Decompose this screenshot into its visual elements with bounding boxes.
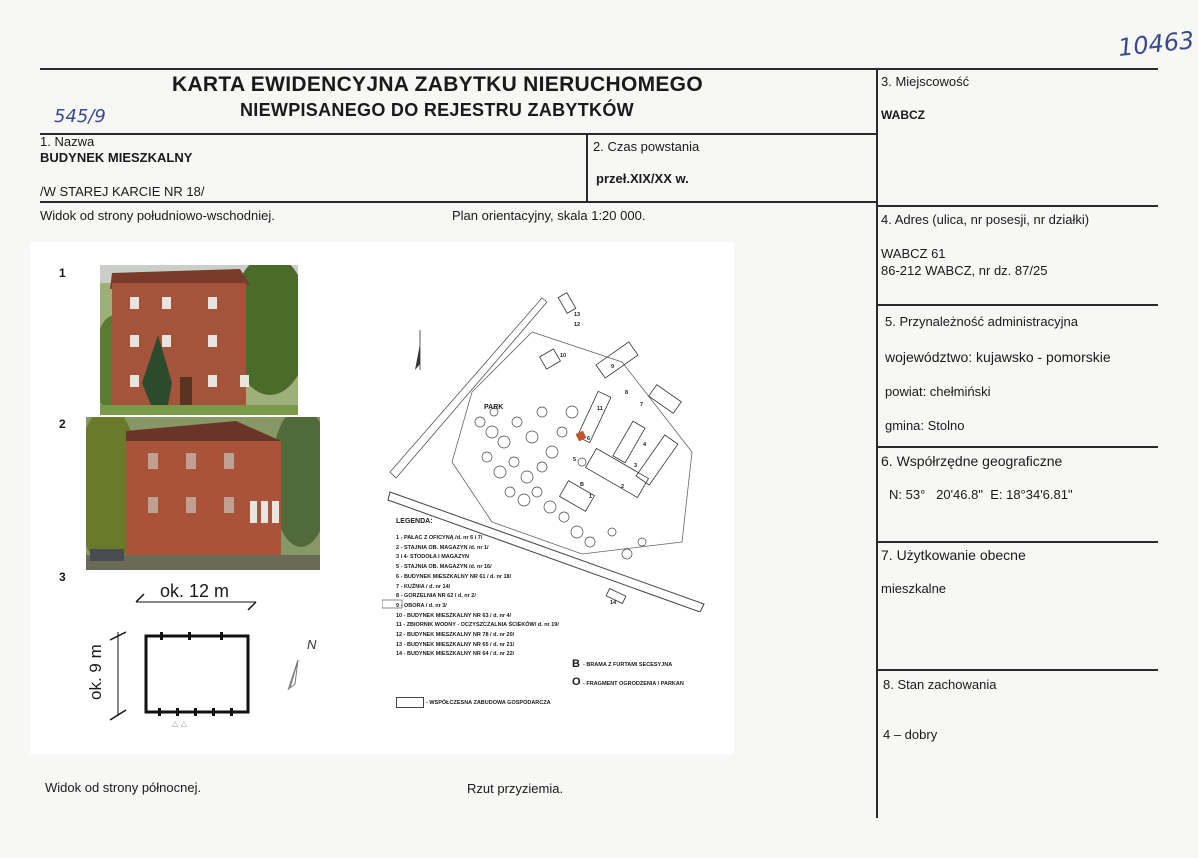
name-time-divider xyxy=(586,133,588,202)
photo-south-east-view xyxy=(100,265,298,415)
map-label-10: 10 xyxy=(560,353,567,359)
geo-value: N: 53° 20'46.8" E: 18°34'6.81" xyxy=(889,487,1073,502)
legend-modern-swatch xyxy=(396,697,424,708)
legend-item: 7 - KUŹNIA / d. nr 14/ xyxy=(396,583,451,590)
legend-item: 3 i 4- STODOŁA I MAGAZYN xyxy=(396,554,470,561)
time-label: 2. Czas powstania xyxy=(593,139,700,154)
map-label-4: 4 xyxy=(643,442,647,448)
legend-item: 6 - BUDYNEK MIESZKALNY NR 61 / d. nr 18/ xyxy=(396,573,512,580)
place-label: 3. Miejscowość xyxy=(881,74,970,89)
geo-label: 6. Współrzędne geograficzne xyxy=(881,453,1063,469)
caption-ground-floor: Rzut przyziemia. xyxy=(467,781,564,796)
map-label-13: 13 xyxy=(574,312,581,318)
row3-bottom-line xyxy=(876,205,1158,207)
photo-number-1: 1 xyxy=(59,266,66,280)
legend-o-key: O xyxy=(572,676,581,688)
row5-bottom-line xyxy=(876,446,1158,448)
row6-bottom-line xyxy=(876,541,1158,543)
legend-item: 1 - PAŁAC Z OFICYNĄ /d. nr 6 i 7/ xyxy=(396,535,483,541)
legend-item: 12 - BUDYNEK MIESZKALNY NR 78 / d. nr 20/ xyxy=(396,632,515,639)
use-label: 7. Użytkowanie obecne xyxy=(881,547,1026,563)
row7-bottom-line xyxy=(876,669,1158,671)
address-label: 4. Adres (ulica, nr posesji, nr działki) xyxy=(881,212,1090,227)
legend-item: 5 - STAJNIA OB. MAGAZYN /d. nr 16/ xyxy=(396,564,492,571)
legend-b-key: B xyxy=(572,658,580,670)
row4-bottom-line xyxy=(876,304,1158,306)
time-value: przeł.XIX/XX w. xyxy=(596,171,689,186)
fields-bottom-line xyxy=(40,201,876,203)
legend-title: LEGENDA: xyxy=(396,518,433,525)
map-label-7: 7 xyxy=(640,402,644,408)
caption-view-se: Widok od strony południowo-wschodniej. xyxy=(40,208,275,223)
archive-number: 10463 xyxy=(1116,26,1196,62)
svg-text:△ △: △ △ xyxy=(172,719,187,728)
map-label-3: 3 xyxy=(634,463,638,469)
map-label-12: 12 xyxy=(574,322,581,328)
name-note: /W STAREJ KARCIE NR 18/ xyxy=(40,184,205,199)
card-subtitle: NIEWPISANEGO DO REJESTRU ZABYTKÓW xyxy=(240,100,634,120)
map-label-b: B xyxy=(580,482,584,488)
map-label-8: 8 xyxy=(625,390,629,396)
ground-floor-plan xyxy=(80,580,340,740)
address-line2: 86-212 WABCZ, nr dz. 87/25 xyxy=(881,263,1048,278)
map-label-11: 11 xyxy=(597,406,603,412)
place-value: WABCZ xyxy=(881,108,925,122)
top-border xyxy=(40,68,1158,70)
legend-item: 2 - STAJNIA OB. MAGAZYN /d. nr 1/ xyxy=(396,544,489,551)
map-label-9: 9 xyxy=(611,364,615,370)
map-label-14: 14 xyxy=(610,600,617,606)
admin-commune: gmina: Stolno xyxy=(885,418,965,433)
floorplan-height-label: ok. 9 m xyxy=(86,644,105,700)
card-title: KARTA EWIDENCYJNA ZABYTKU NIERUCHOMEGO xyxy=(172,73,703,96)
admin-label: 5. Przynależność administracyjna xyxy=(885,314,1078,329)
caption-plan: Plan orientacyjny, skala 1:20 000. xyxy=(452,208,646,223)
name-label: 1. Nazwa xyxy=(40,134,95,149)
map-park-label: PARK xyxy=(484,404,504,411)
photo-number-3: 3 xyxy=(59,570,66,584)
map-label-1: 1 xyxy=(589,494,593,500)
photo-number-2: 2 xyxy=(59,417,66,431)
use-value: mieszkalne xyxy=(881,581,947,596)
address-line1: WABCZ 61 xyxy=(881,246,946,261)
caption-view-n: Widok od strony północnej. xyxy=(45,780,202,795)
name-value: BUDYNEK MIESZKALNY xyxy=(40,150,193,165)
title-bottom-line xyxy=(40,133,876,135)
card-number: 545/9 xyxy=(54,106,106,127)
legend-modern: - WSPÓŁCZESNA ZABUDOWA GOSPODARCZA xyxy=(426,700,551,706)
state-label: 8. Stan zachowania xyxy=(883,677,997,692)
map-label-5: 5 xyxy=(573,457,577,463)
legend-item: 11 - ZBIORNIK WODNY - OCZYSZCZALNIA ŚCIEKÓW/ d. nr 19/ xyxy=(396,622,559,629)
legend-o: - FRAGMENT OGRODZENIA / PARKAN xyxy=(583,681,684,687)
right-column-divider xyxy=(876,68,878,818)
legend-list xyxy=(396,534,559,660)
floorplan-width-label: ok. 12 m xyxy=(160,581,230,601)
north-arrow-label: N xyxy=(307,637,317,652)
admin-county: powiat: chełmiński xyxy=(885,384,991,399)
legend-item: 13 - BUDYNEK MIESZKALNY NR 65 / d. nr 21/ xyxy=(396,641,515,648)
legend-item: 9 - OBORA / d. nr 3/ xyxy=(396,602,447,609)
photo-north-view xyxy=(86,417,320,570)
legend-b: - BRAMA Z FURTAMI SECESYJNA xyxy=(583,662,673,668)
legend-item: 14 - BUDYNEK MIESZKALNY NR 64 / d. nr 22/ xyxy=(396,651,515,658)
map-label-2: 2 xyxy=(621,484,625,490)
legend-item: 10 - BUDYNEK MIESZKALNY NR 63 / d. nr 4/ xyxy=(396,612,512,619)
state-value: 4 – dobry xyxy=(883,727,938,742)
map-label-6: 6 xyxy=(587,436,591,442)
legend-item: 8 - GORZELNIA NR 62 / d. nr 2/ xyxy=(396,593,476,600)
admin-voivodeship: województwo: kujawsko - pomorskie xyxy=(885,349,1111,365)
